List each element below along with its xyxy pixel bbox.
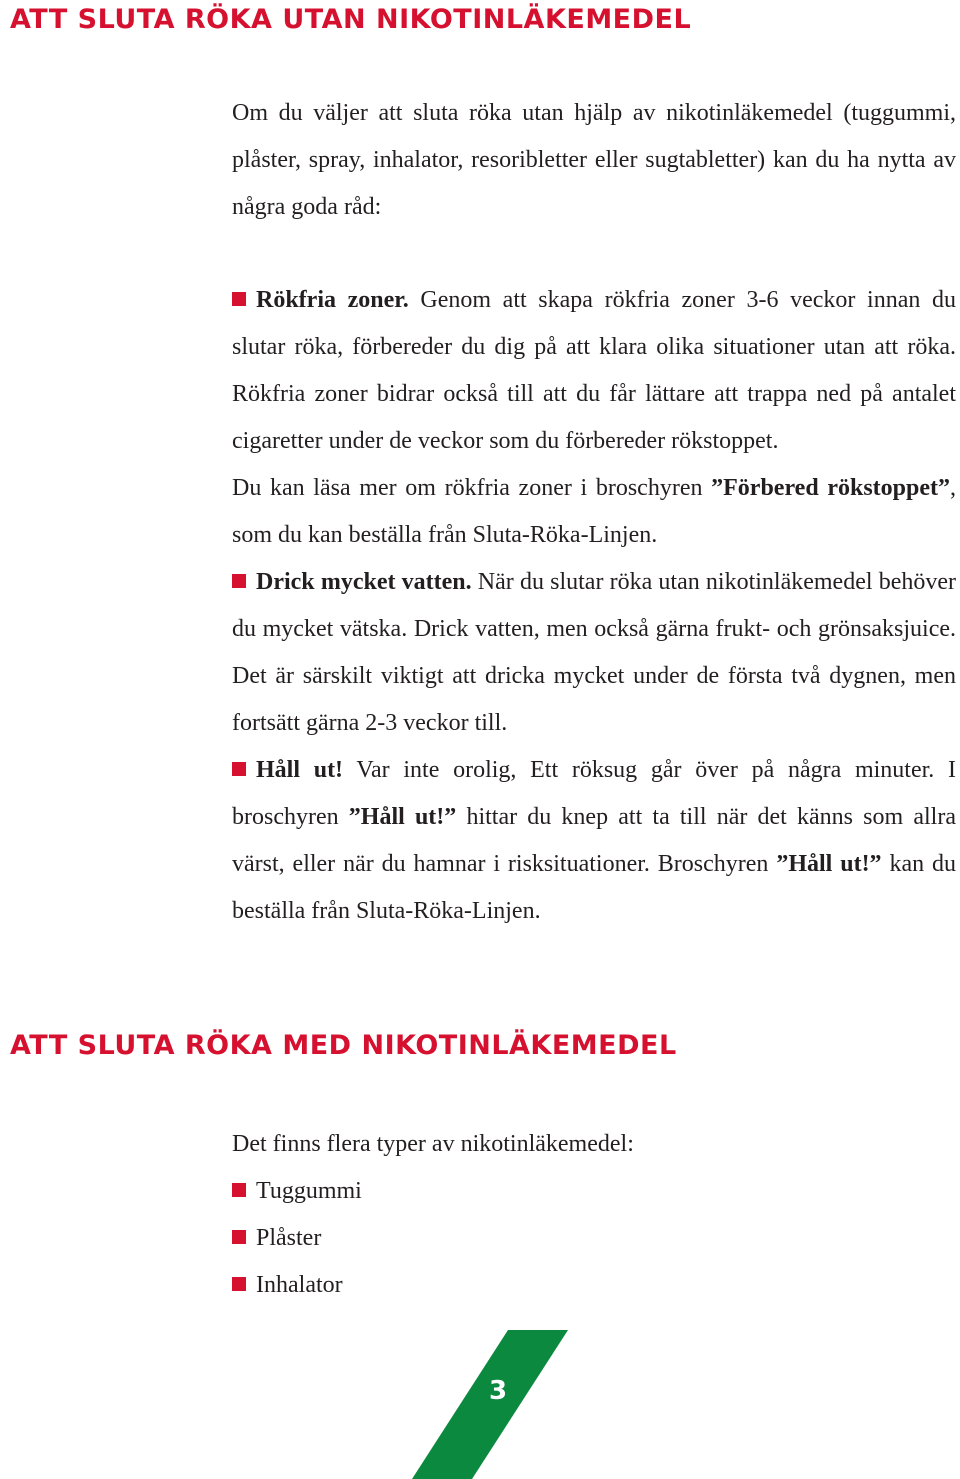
list-item-label: Tuggummi [256,1178,362,1204]
bullet-square-icon [232,1230,246,1244]
tip-title: Håll ut! [256,757,344,783]
bullet-square-icon [232,762,246,776]
tip-text: När du slutar röka utan nikotinläkemedel behöver du mycket vätska. Drick vatten, men också gärna frukt- och grönsaksjuice. Det är särskilt viktigt att dricka mycket under de första två dygnen, men fortsätt gärna 2-3 veckor till. [232,569,956,736]
list-item [232,1262,956,1309]
list-item [232,1168,956,1215]
nicotine-types-list [232,1168,956,1309]
tip-title: Drick mycket vatten. [256,569,472,595]
section-heading-with-nicotine: ATT SLUTA RÖKA MED NIKOTINLÄKEMEDEL [10,1030,677,1061]
brochure-title: ”Håll ut!” [348,804,457,830]
brochure-title: ”Förbered rökstoppet” [711,475,951,501]
tip-drink-water [232,559,956,747]
tip-text: hittar du knep att ta till när det känns som allra värst, eller när du hamnar i risksituationer. Broschyren [232,804,956,877]
section-heading-without-nicotine: ATT SLUTA RÖKA UTAN NIKOTINLÄKEMEDEL [10,4,692,35]
tip-smoke-free-zones [232,277,956,465]
bullet-square-icon [232,292,246,306]
read-more-text: Du kan läsa mer om rökfria zoner i broschyren [232,475,712,501]
intro-paragraph: Om du väljer att sluta röka utan hjälp av nikotinläkemedel (tuggummi, plåster, spray, inhalator, resoribletter eller sugtabletter) kan du ha nytta av några goda råd: [232,100,956,220]
list-item-label: Inhalator [256,1272,343,1298]
read-more-text: , som du kan beställa från Sluta-Röka-Linjen. [232,475,957,548]
tip-hold-out [232,747,956,935]
intro-paragraph-block [232,90,956,231]
types-intro: Det finns flera typer av nikotinläkemedel: [232,1131,634,1157]
tip-text: Var inte orolig, Ett röksug går över på några minuter. I broschyren [232,757,956,830]
tip-title: Rökfria zoner. [256,287,409,313]
page-number: 3 [488,1376,508,1406]
nicotine-types-block [232,1121,956,1309]
bullet-square-icon [232,574,246,588]
tip-read-more [232,465,956,559]
tips-block [232,277,956,935]
brochure-title: ”Håll ut!” [776,851,882,877]
bullet-square-icon [232,1183,246,1197]
list-item-label: Plåster [256,1225,322,1251]
tip-text: Genom att skapa rökfria zoner 3-6 veckor innan du slutar röka, förbereder du dig på att klara olika situationer utan att röka. Rökfria zoner bidrar också till att du får lättare att trappa ned på antalet cigaretter under de veckor som du förbereder rökstoppet. [232,287,956,454]
bullet-square-icon [232,1277,246,1291]
tip-text: kan du beställa från Sluta-Röka-Linjen. [232,851,956,924]
list-item [232,1215,956,1262]
page-number-badge [412,1330,568,1479]
